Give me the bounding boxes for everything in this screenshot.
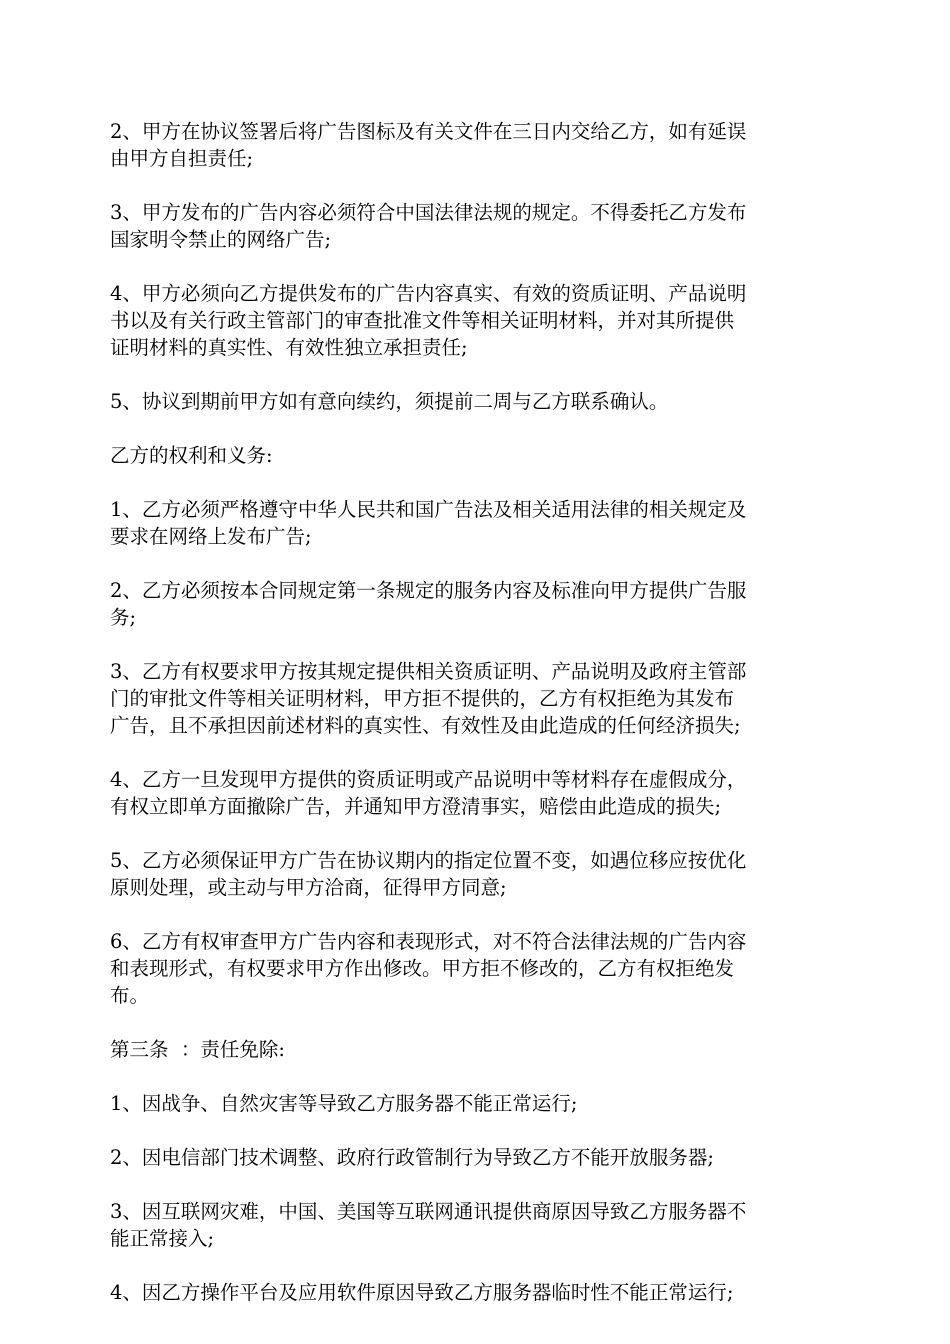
clause-paragraph: 5、协议到期前甲方如有意向续约，须提前二周与乙方联系确认。 xyxy=(110,390,669,413)
clause-paragraph: 2、甲方在协议签署后将广告图标及有关文件在三日内交给乙方，如有延误 由甲方自担责任; xyxy=(110,120,747,170)
clause-paragraph: 2、因电信部门技术调整、政府行政管制行为导致乙方不能开放服务器; xyxy=(110,1146,714,1169)
section-heading: 乙方的权利和义务: xyxy=(110,444,273,467)
document-body xyxy=(110,118,845,1333)
clause-paragraph: 3、甲方发布的广告内容必须符合中国法律法规的规定。不得委托乙方发布 国家明令禁止的网络广告; xyxy=(110,201,747,251)
clause-paragraph: 2、乙方必须按本合同规定第一条规定的服务内容及标准向甲方提供广告服 务; xyxy=(110,579,747,629)
clause-paragraph: 4、甲方必须向乙方提供发布的广告内容真实、有效的资质证明、产品说明 书以及有关行政主管部门的审查批准文件等相关证明材料，并对其所提供 证明材料的真实性、有效性独立承担责任; xyxy=(110,282,747,359)
clause-paragraph: 3、因互联网灾难，中国、美国等互联网通讯提供商原因导致乙方服务器不 能正常接入; xyxy=(110,1200,747,1250)
article-heading: 第三条 ：责任免除: xyxy=(110,1038,285,1061)
clause-paragraph: 4、因乙方操作平台及应用软件原因导致乙方服务器临时性不能正常运行; xyxy=(110,1281,734,1304)
clause-paragraph: 5、乙方必须保证甲方广告在协议期内的指定位置不变，如遇位移应按优化 原则处理，或主动与甲方洽商，征得甲方同意; xyxy=(110,849,747,899)
clause-paragraph: 1、因战争、自然灾害等导致乙方服务器不能正常运行; xyxy=(110,1092,578,1115)
clause-paragraph: 4、乙方一旦发现甲方提供的资质证明或产品说明中等材料存在虚假成分， 有权立即单方面撤除广告，并通知甲方澄清事实，赔偿由此造成的损失; xyxy=(110,768,747,818)
clause-paragraph: 3、乙方有权要求甲方按其规定提供相关资质证明、产品说明及政府主管部 门的审批文件等相关证明材料，甲方拒不提供的，乙方有权拒绝为其发布 广告，且不承担因前述材料的真实性、有效性及由此造成的任何经济损失; xyxy=(110,660,747,737)
clause-paragraph: 6、乙方有权审查甲方广告内容和表现形式，对不符合法律法规的广告内容 和表现形式，有权要求甲方作出修改。甲方拒不修改的，乙方有权拒绝发 布。 xyxy=(110,930,747,1007)
clause-paragraph: 1、乙方必须严格遵守中华人民共和国广告法及相关适用法律的相关规定及 要求在网络上发布广告; xyxy=(110,498,747,548)
